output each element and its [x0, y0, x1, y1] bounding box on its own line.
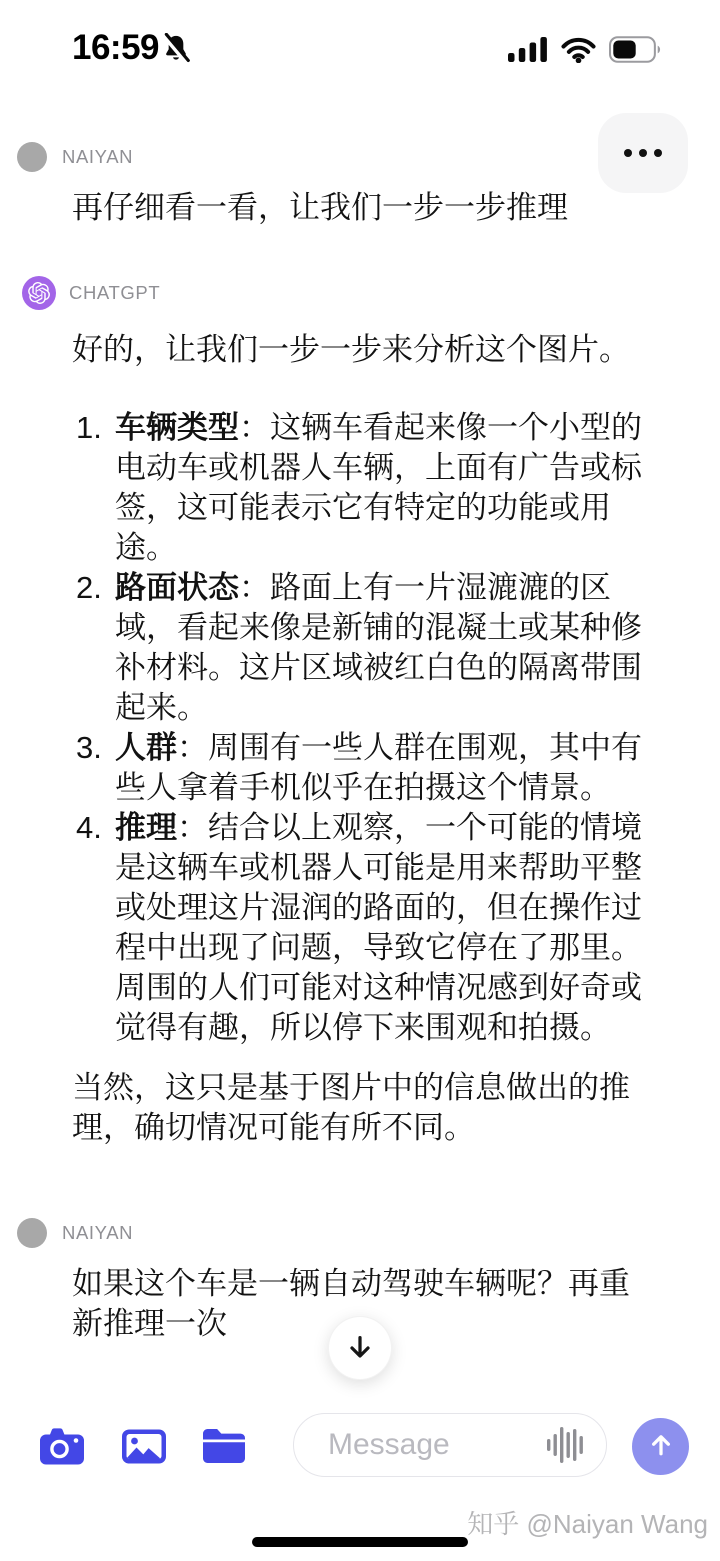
list-item-text: ：这辆车看起来像一个小型的电动车或机器人车辆，上面有广告或标签，这可能表示它有特定的功能或用途。 [115, 410, 642, 565]
list-item-term: 路面状态 [115, 570, 239, 605]
message-assistant [0, 276, 720, 1148]
composer-bar [0, 1405, 720, 1489]
list-item-term: 车辆类型 [115, 410, 239, 445]
message-header [0, 1218, 720, 1248]
arrow-up-icon [647, 1431, 675, 1462]
message-text: 如果这个车是一辆自动驾驶车辆呢？再重新推理一次 [72, 1266, 630, 1341]
assistant-intro-text: 好的，让我们一步一步来分析这个图片。 [72, 332, 630, 367]
files-button[interactable] [202, 1427, 246, 1468]
list-item-term: 人群 [115, 730, 177, 765]
author-label: NAIYAN [62, 146, 134, 167]
list-item [72, 808, 658, 1048]
camera-button[interactable] [38, 1425, 86, 1469]
list-item-number: 2. [76, 570, 102, 605]
muted-bell-icon [160, 33, 192, 72]
list-item [72, 728, 658, 808]
list-item-number: 4. [76, 810, 102, 845]
list-item-number: 3. [76, 730, 102, 765]
clock: 16:59 [72, 28, 160, 67]
status-bar [0, 0, 720, 76]
scroll-to-bottom-button[interactable] [328, 1316, 392, 1380]
list-item [72, 568, 658, 728]
author-label: CHATGPT [69, 282, 161, 303]
wifi-icon [560, 36, 597, 68]
list-item [72, 408, 658, 568]
list-item-number: 1. [76, 410, 102, 445]
photo-icon [121, 1454, 167, 1469]
folder-icon [202, 1453, 246, 1468]
arrow-down-icon [345, 1332, 375, 1365]
user-avatar [17, 1218, 47, 1248]
list-item-text: ：结合以上观察，一个可能的情境是这辆车或机器人可能是用来帮助平整或处理这片湿润的路面的，但在操作过程中出现了问题，导致它停在了那里。周围的人们可能对这种情况感到好奇或觉得有趣，所以停下来围观和拍摄。 [115, 810, 642, 1045]
list-item-text: ：周围有一些人群在围观，其中有些人拿着手机似乎在拍摄这个情景。 [115, 730, 642, 805]
watermark: 知乎 @Naiyan Wang [467, 1509, 708, 1539]
message-header [0, 142, 720, 172]
camera-icon [38, 1454, 86, 1469]
message-header [0, 276, 720, 310]
assistant-numbered-list [72, 408, 658, 1048]
list-item-term: 推理 [115, 810, 177, 845]
send-button[interactable] [632, 1418, 689, 1475]
cellular-signal-icon [508, 37, 548, 68]
list-item-text: ：路面上有一片湿漉漉的区域，看起来像是新铺的混凝土或某种修补材料。这片区域被红白色的隔离带围起来。 [115, 570, 642, 725]
message-user-1 [0, 142, 720, 228]
home-indicator[interactable] [252, 1537, 468, 1547]
chatgpt-avatar [22, 276, 56, 310]
author-label: NAIYAN [62, 1222, 134, 1243]
voice-waveform-icon [546, 1455, 588, 1470]
photo-library-button[interactable] [121, 1427, 167, 1469]
status-indicators [508, 36, 662, 68]
assistant-outro-text: 当然，这只是基于图片中的信息做出的推理，确切情况可能有所不同。 [72, 1070, 630, 1145]
battery-icon [609, 36, 662, 68]
message-text: 再仔细看一看，让我们一步一步推理 [72, 190, 568, 225]
user-avatar [17, 142, 47, 172]
voice-input-button[interactable] [546, 1423, 588, 1470]
